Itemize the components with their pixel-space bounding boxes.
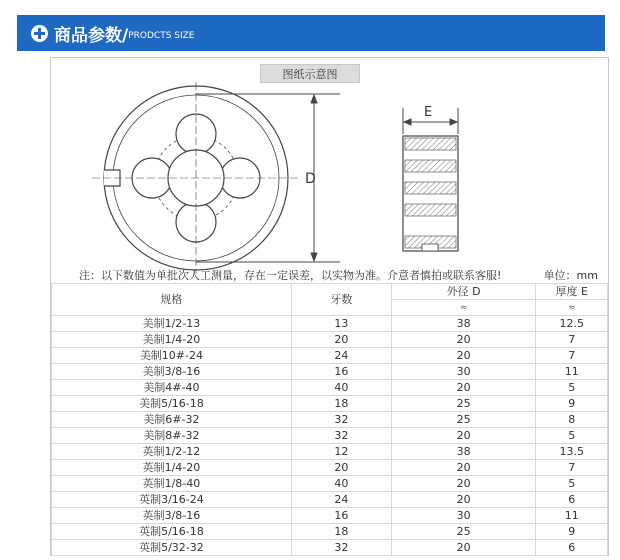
col-header-od: 外径 D [391, 284, 536, 300]
table-row [52, 540, 608, 556]
cell-outer-diameter: 20 [391, 348, 536, 364]
table-row [52, 380, 608, 396]
dim-d-label: D [305, 171, 316, 187]
cell-tpi: 40 [291, 380, 391, 396]
cell-tpi: 32 [291, 412, 391, 428]
cell-spec: 英制3/16-24 [52, 492, 292, 508]
header-title: 商品参数/ [54, 25, 129, 46]
cell-spec: 美制3/8-16 [52, 364, 292, 380]
cell-thickness: 7 [536, 460, 608, 476]
col-header-tpi: 牙数 [291, 284, 391, 316]
cell-thickness: 12.5 [536, 316, 608, 332]
cell-thickness: 6 [536, 540, 608, 556]
table-row [52, 508, 608, 524]
cell-tpi: 12 [291, 444, 391, 460]
header-subtitle: PRODCTS SIZE [128, 30, 195, 41]
table-row [52, 364, 608, 380]
cell-outer-diameter: 20 [391, 380, 536, 396]
table-row [52, 492, 608, 508]
cell-outer-diameter: 30 [391, 364, 536, 380]
cell-tpi: 20 [291, 460, 391, 476]
cell-tpi: 32 [291, 428, 391, 444]
table-row [52, 476, 608, 492]
cell-thickness: 5 [536, 476, 608, 492]
cell-thickness: 5 [536, 428, 608, 444]
cell-tpi: 18 [291, 396, 391, 412]
cell-spec: 英制3/8-16 [52, 508, 292, 524]
cell-tpi: 32 [291, 540, 391, 556]
die-side-view [403, 136, 458, 251]
table-row [52, 348, 608, 364]
cell-tpi: 40 [291, 476, 391, 492]
cell-outer-diameter: 38 [391, 316, 536, 332]
dim-e-label: E [424, 105, 433, 120]
table-row [52, 460, 608, 476]
cell-spec: 美制4#-40 [52, 380, 292, 396]
cell-spec: 美制8#-32 [52, 428, 292, 444]
table-row [52, 396, 608, 412]
cell-outer-diameter: 25 [391, 396, 536, 412]
measurement-note [51, 265, 608, 283]
cell-tpi: 16 [291, 508, 391, 524]
cell-tpi: 24 [291, 492, 391, 508]
cell-outer-diameter: 20 [391, 332, 536, 348]
cell-spec: 美制10#-24 [52, 348, 292, 364]
cell-outer-diameter: 20 [391, 492, 536, 508]
unit-label: 单位：mm [543, 269, 598, 282]
diagram-label: 图纸示意图 [260, 64, 360, 83]
cell-tpi: 20 [291, 332, 391, 348]
cell-thickness: 13.5 [536, 444, 608, 460]
cell-spec: 美制5/16-18 [52, 396, 292, 412]
cell-outer-diameter: 20 [391, 460, 536, 476]
cell-outer-diameter: 25 [391, 524, 536, 540]
cell-spec: 英制5/32-32 [52, 540, 292, 556]
cell-outer-diameter: 20 [391, 428, 536, 444]
cell-thickness: 11 [536, 364, 608, 380]
cell-outer-diameter: 30 [391, 508, 536, 524]
cell-thickness: 9 [536, 524, 608, 540]
table-row [52, 444, 608, 460]
table-row [52, 412, 608, 428]
cell-tpi: 18 [291, 524, 391, 540]
cell-outer-diameter: 20 [391, 476, 536, 492]
cell-tpi: 16 [291, 364, 391, 380]
cell-spec: 美制1/2-13 [52, 316, 292, 332]
table-row [52, 524, 608, 540]
table-row [52, 316, 608, 332]
note-text: 注：以下数值为单批次人工测量，存在一定误差，以实物为准。介意者慎拍或联系客服! [79, 269, 502, 282]
cell-spec: 美制1/4-20 [52, 332, 292, 348]
col-header-spec: 规格 [52, 284, 292, 316]
cell-spec: 英制1/4-20 [52, 460, 292, 476]
cell-tpi: 13 [291, 316, 391, 332]
table-row [52, 332, 608, 348]
cell-thickness: 9 [536, 396, 608, 412]
die-front-view [92, 82, 300, 274]
cell-thickness: 6 [536, 492, 608, 508]
cell-thickness: 8 [536, 412, 608, 428]
cell-outer-diameter: 25 [391, 412, 536, 428]
cell-thickness: 5 [536, 380, 608, 396]
cell-spec: 英制1/8-40 [52, 476, 292, 492]
col-header-thickness: 厚度 E [536, 284, 608, 300]
spec-table [51, 283, 608, 556]
cell-thickness: 7 [536, 332, 608, 348]
cell-spec: 英制5/16-18 [52, 524, 292, 540]
cell-outer-diameter: 20 [391, 540, 536, 556]
cell-tpi: 24 [291, 348, 391, 364]
approx-symbol: ≈ [391, 300, 536, 316]
table-header-row [52, 284, 608, 300]
approx-symbol: ≈ [536, 300, 608, 316]
table-row [52, 428, 608, 444]
cell-outer-diameter: 38 [391, 444, 536, 460]
cell-thickness: 7 [536, 348, 608, 364]
cell-spec: 英制1/2-12 [52, 444, 292, 460]
cell-spec: 美制6#-32 [52, 412, 292, 428]
cell-thickness: 11 [536, 508, 608, 524]
